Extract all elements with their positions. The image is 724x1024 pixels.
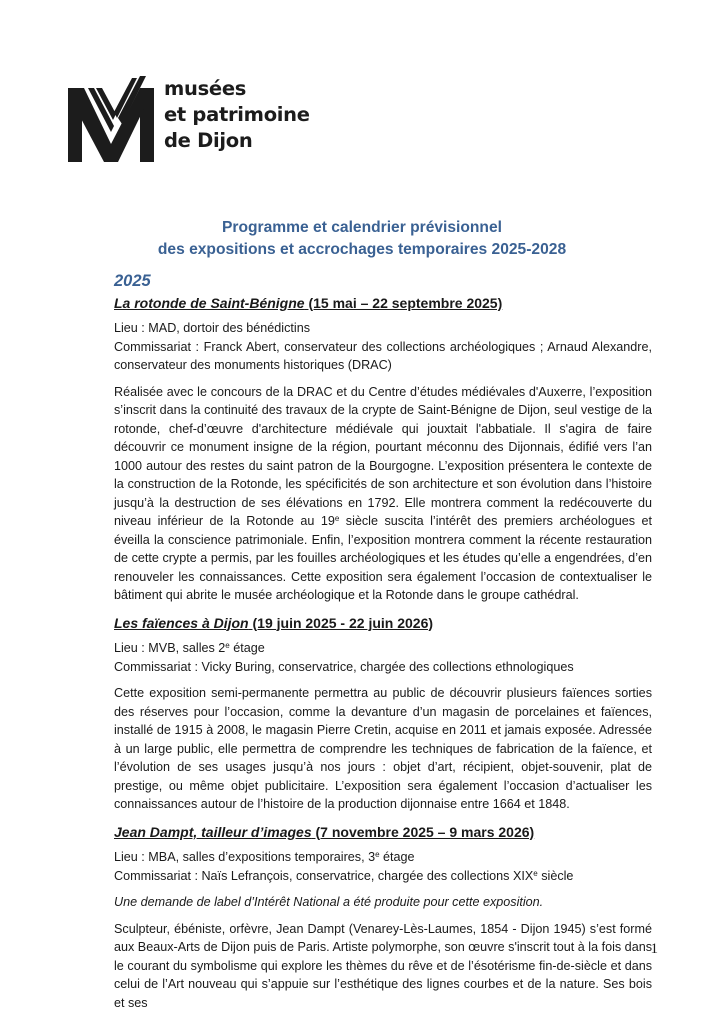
museum-logo-mark-icon (66, 74, 156, 164)
logo-line-2: et patrimoine (164, 103, 310, 126)
superscript: e (533, 868, 538, 878)
document-title-line-2: des expositions et accrochages temporaires 2025-2028 (157, 241, 567, 258)
exhibition-name: Les faïences à Dijon (114, 614, 249, 631)
exhibition-lieu (114, 639, 652, 658)
superscript: e (375, 850, 380, 859)
lieu-part: Lieu : MVB, salles 2 (114, 641, 226, 655)
exhibition-dates: (7 novembre 2025 – 9 mars 2026) (311, 823, 535, 840)
exhibition-note: Une demande de label d’Intérêt National a été produite pour cette exposition. (114, 895, 544, 909)
document-body (114, 272, 652, 1021)
document-title (0, 217, 724, 261)
description-part: siècle suscita l’intérêt des premiers archéologues et éveilla la conscience patrimoniale. Enfin, l’exposition montrera comment la récente restauration de cette crypte a permis, par les fouilles archéologiques et les études qu’elle a engendrées, d’en renouveler les connaissances. Cette exposition sera également l’occasion de contextualiser le bâtiment qui abrite le musée archéologique et la Rotonde dans le groupe cathédral. (114, 514, 652, 602)
exhibition-faiences (114, 614, 652, 814)
lieu-part: Lieu : MBA, salles d’expositions temporaires, 3 (114, 850, 376, 864)
museum-logo-text (164, 76, 310, 154)
lieu-part: étage (229, 641, 265, 655)
commissariat-part: Commissariat : Naïs Lefrançois, conservatrice, chargée des collections XIX (114, 868, 534, 883)
exhibition-commissariat (114, 867, 652, 886)
exhibition-title (114, 614, 652, 633)
museum-logo (66, 74, 310, 164)
commissariat-part: siècle (537, 868, 574, 883)
superscript: e (334, 514, 340, 523)
document-title-line-1: Programme et calendrier prévisionnel (222, 219, 502, 236)
exhibition-title (114, 294, 652, 313)
exhibition-meta (114, 639, 652, 676)
exhibition-commissariat: Commissariat : Vicky Buring, conservatrice, chargée des collections ethnologiques (114, 659, 574, 674)
exhibition-rotonde (114, 294, 652, 605)
exhibition-dates: (15 mai – 22 septembre 2025) (304, 294, 503, 311)
exhibition-dates: (19 juin 2025 - 22 juin 2026) (248, 614, 434, 631)
exhibition-lieu (114, 848, 652, 867)
exhibition-name: Jean Dampt, tailleur d’images (114, 823, 312, 840)
exhibition-name: La rotonde de Saint-Bénigne (114, 294, 305, 311)
lieu-part: étage (379, 850, 415, 864)
exhibition-description: Sculpteur, ébéniste, orfèvre, Jean Dampt (Venarey-Lès-Laumes, 1854 - Dijon 1945) s’est formé aux Beaux-Arts de Dijon puis de Paris. Artiste polymorphe, son œuvre s'inscrit tout à la fois dans le courant du symbolisme qui explore les thèmes du rêve et de l’ésotérisme fin-de-siècle et dans celui de l’Art nouveau qui s’appuie sur l’esthétique des lignes courbes et de la nature. Ses bois et ses (114, 921, 652, 1010)
exhibition-commissariat: Commissariat : Franck Abert, conservateur des collections archéologiques ; Arnaud Alexandre, conservateur des monuments historiques (DRAC) (114, 339, 652, 372)
superscript: e (225, 641, 230, 650)
exhibition-meta (114, 848, 652, 885)
logo-line-1: musées (164, 77, 247, 100)
exhibition-description (114, 383, 652, 605)
description-part: Réalisée avec le concours de la DRAC et du Centre d’études médiévales d'Auxerre, l’exposition s’inscrit dans la continuité des travaux de la crypte de Saint-Bénigne de Dijon, seul vestige de la rotonde, chef-d’œuvre d'architecture médiévale qui jouxtait l'abbatiale. Il s'agira de faire découvrir ce monument insigne de la région, pourtant méconnu des Dijonnais, édifié vers l’an 1000 autour des restes du saint patron de la Bourgogne. L’exposition présentera le contexte de la construction de la Rotonde, les spécificités de son architecture et son évolution dans l’histoire jusqu’à la destruction de ses élévations en 1792. Elle montrera comment la redécouverte du niveau inférieur de la Rotonde au 19 (114, 384, 652, 528)
exhibition-description: Cette exposition semi-permanente permettra au public de découvrir plusieurs faïences sorties des réserves pour l’occasion, comme la devanture d’un magasin de porcelaines et faïences, installé de 1915 à 2008, le magasin Pierre Cretin, acquise en 2011 et jamais exposée. Adressée à un large public, elle permettra de comprendre les techniques de fabrication de la faïence, et l’évolution de ses usages jusqu’à nos jours : objet d’art, récipient, objet-souvenir, plat de prestige, ou même objet publicitaire. L’exposition sera également l’occasion d’actualiser les connaissances autour de l’histoire de la production dijonnaise entre 1664 et 1848. (114, 686, 652, 811)
exhibition-jean-dampt (114, 823, 652, 1013)
page-number: 1 (650, 941, 658, 957)
exhibition-meta (114, 319, 652, 375)
year-heading: 2025 (114, 272, 151, 290)
exhibition-title (114, 823, 652, 842)
logo-line-3: de Dijon (164, 129, 253, 152)
exhibition-lieu: Lieu : MAD, dortoir des bénédictins (114, 321, 311, 335)
